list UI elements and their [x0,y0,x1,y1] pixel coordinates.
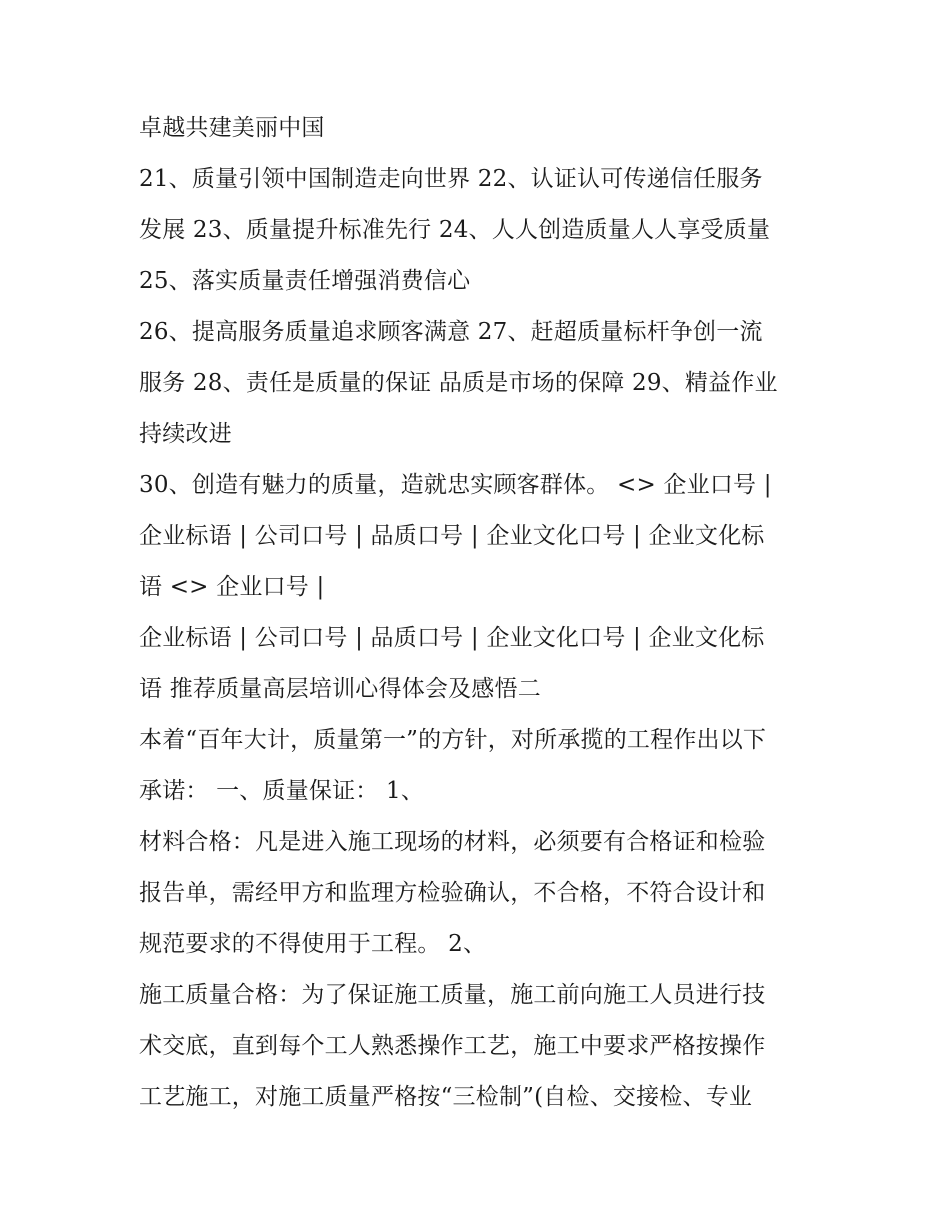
text-line: 26、提高服务质量追求顾客满意 27、赶超质量标杆争创一流 [139,319,763,345]
text-line: 术交底，直到每个工人熟悉操作工艺，施工中要求严格按操作 [139,1033,766,1059]
text-line: 持续改进 [139,421,232,447]
text-line: 25、落实质量责任增强消费信心 [139,268,471,294]
text-line: 报告单，需经甲方和监理方检验确认，不合格，不符合设计和 [139,880,766,906]
text-line: 30、创造有魅力的质量，造就忠实顾客群体。 <> 企业口号 | [139,472,772,498]
text-line: 本着“百年大计，质量第一”的方针，对所承揽的工程作出以下 [139,727,767,753]
text-line: 工艺施工，对施工质量严格按“三检制”(自检、交接检、专业 [139,1084,753,1110]
text-line: 施工质量合格：为了保证施工质量，施工前向施工人员进行技 [139,982,766,1008]
text-line: 语 推荐质量高层培训心得体会及感悟二 [139,676,541,702]
text-line: 21、质量引领中国制造走向世界 22、认证认可传递信任服务 [139,166,763,192]
text-line: 材料合格：凡是进入施工现场的材料，必须要有合格证和检验 [139,829,766,855]
text-line: 发展 23、质量提升标准先行 24、人人创造质量人人享受质量 [139,217,771,243]
text-line: 企业标语 | 公司口号 | 品质口号 | 企业文化口号 | 企业文化标 [139,523,765,549]
text-line: 承诺： 一、质量保证： 1、 [139,778,425,804]
text-line: 企业标语 | 公司口号 | 品质口号 | 企业文化口号 | 企业文化标 [139,625,765,651]
text-line: 服务 28、责任是质量的保证 品质是市场的保障 29、精益作业 [139,370,778,396]
text-line: 卓越共建美丽中国 [139,115,325,141]
text-line: 规范要求的不得使用于工程。 2、 [139,931,487,957]
text-line: 语 <> 企业口号 | [139,574,325,600]
document-body [139,103,819,1123]
